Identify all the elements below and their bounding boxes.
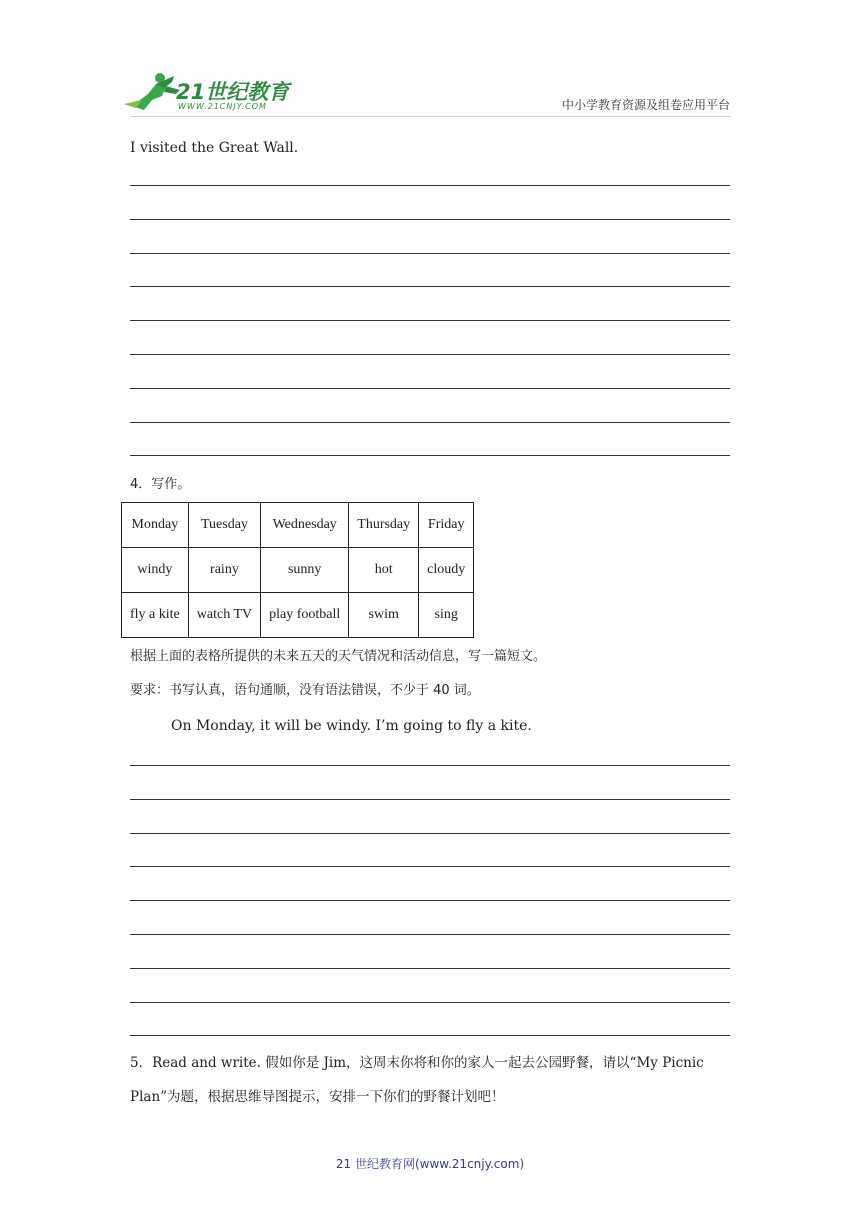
q5-prompt-line2: Plan”为题，根据思维导图提示，安排一下你们的野餐计划吧！ — [130, 1089, 505, 1105]
answer-line[interactable] — [130, 253, 730, 254]
table-cell: Thursday — [349, 503, 419, 548]
table-cell: Friday — [419, 503, 474, 548]
answer-line[interactable] — [130, 286, 730, 287]
table-cell: sunny — [261, 548, 349, 593]
table-cell: hot — [349, 548, 419, 593]
table-cell: Wednesday — [261, 503, 349, 548]
logo-url: WWW.21CNJY.COM — [178, 102, 267, 111]
table-row-weather — [122, 548, 474, 593]
table-cell: play football — [261, 593, 349, 638]
q4-instruction: 根据上面的表格所提供的未来五天的天气情况和活动信息，写一篇短文。 — [130, 649, 547, 664]
logo-text: 21世纪教育 — [176, 80, 290, 104]
table-cell: rainy — [188, 548, 260, 593]
answer-line[interactable] — [130, 900, 730, 901]
table-cell: watch TV — [188, 593, 260, 638]
table-row-activities — [122, 593, 474, 638]
q4-requirement: 要求：书写认真，语句通顺，没有语法错误，不少于 40 词。 — [130, 683, 480, 698]
answer-line[interactable] — [130, 422, 730, 423]
table-cell: Tuesday — [188, 503, 260, 548]
q4-answer-lines — [130, 765, 730, 1069]
table-cell: swim — [349, 593, 419, 638]
footer-source: 21 世纪教育网(www.21cnjy.com) — [335, 1157, 525, 1171]
weather-activity-table — [121, 502, 474, 638]
q4-example-sentence: On Monday, it will be windy. I’m going to fly a kite. — [171, 718, 532, 734]
answer-line[interactable] — [130, 320, 730, 321]
answer-line[interactable] — [130, 833, 730, 834]
answer-line[interactable] — [130, 455, 730, 456]
platform-name: 中小学教育资源及组卷应用平台 — [561, 98, 730, 112]
answer-line[interactable] — [130, 185, 730, 186]
q3-sample-sentence: I visited the Great Wall. — [130, 140, 299, 156]
table-cell: sing — [419, 593, 474, 638]
q3-answer-lines — [130, 185, 730, 489]
table-cell: fly a kite — [122, 593, 189, 638]
answer-line[interactable] — [130, 1002, 730, 1003]
answer-line[interactable] — [130, 866, 730, 867]
answer-line[interactable] — [130, 934, 730, 935]
table-cell: Monday — [122, 503, 189, 548]
table-cell: cloudy — [419, 548, 474, 593]
answer-line[interactable] — [130, 799, 730, 800]
table-cell: windy — [122, 548, 189, 593]
answer-line[interactable] — [130, 1035, 730, 1036]
answer-line[interactable] — [130, 354, 730, 355]
brand-logo — [122, 70, 292, 116]
answer-line[interactable] — [130, 388, 730, 389]
q5-prompt-line1: 5．Read and write. 假如你是 Jim，这周末你将和你的家人一起去公园野餐，请以“My Picnic — [130, 1055, 704, 1071]
answer-line[interactable] — [130, 968, 730, 969]
answer-line[interactable] — [130, 219, 730, 220]
header-divider — [130, 116, 730, 117]
answer-line[interactable] — [130, 765, 730, 766]
table-row-days — [122, 503, 474, 548]
q4-heading: 4．写作。 — [130, 477, 191, 492]
